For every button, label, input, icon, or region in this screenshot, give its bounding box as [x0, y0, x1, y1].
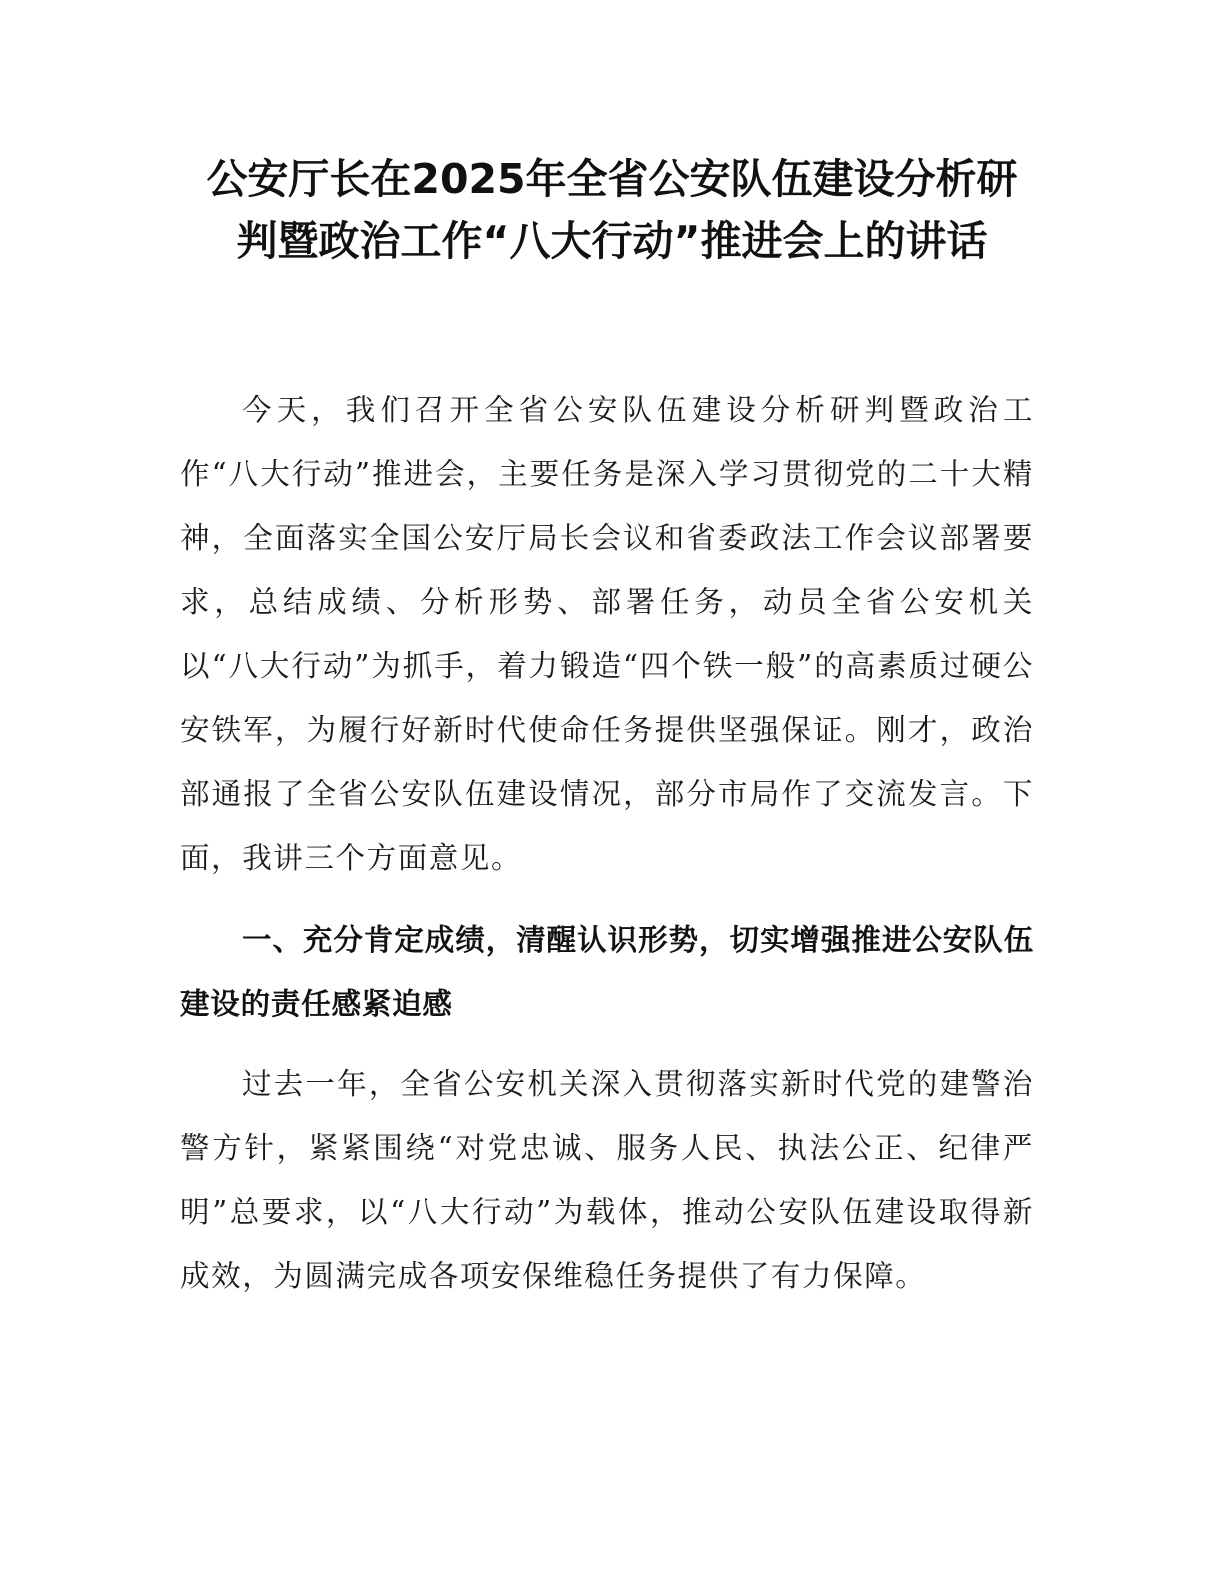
intro-paragraph: 今天，我们召开全省公安队伍建设分析研判暨政治工作“八大行动”推进会，主要任务是深入学习贯彻党的二十大精神，全面落实全国公安厅局长会议和省委政法工作会议部署要求，总结成绩、分析形势、部署任务，动员全省公安机关以“八大行动”为抓手，着力锻造“四个铁一般”的高素质过硬公安铁军，为履行好新时代使命任务提供坚强保证。刚才，政治部通报了全省公安队伍建设情况，部分市局作了交流发言。下面，我讲三个方面意见。 — [180, 393, 1034, 875]
title-line-2: 判暨政治工作“八大行动”推进会上的讲话 — [236, 217, 988, 265]
section-1-heading: 一、充分肯定成绩，清醒认识形势，切实增强推进公安队伍建设的责任感紧迫感 — [180, 923, 1034, 1021]
document-title — [160, 148, 1064, 272]
section-1-paragraph: 过去一年，全省公安机关深入贯彻落实新时代党的建警治警方针，紧紧围绕“对党忠诚、服务人民、执法公正、纪律严明”总要求，以“八大行动”为载体，推动公安队伍建设取得新成效，为圆满完成各项安保维稳任务提供了有力保障。 — [180, 1067, 1034, 1293]
title-line-1: 公安厅长在2025年全省公安队伍建设分析研 — [206, 155, 1018, 203]
